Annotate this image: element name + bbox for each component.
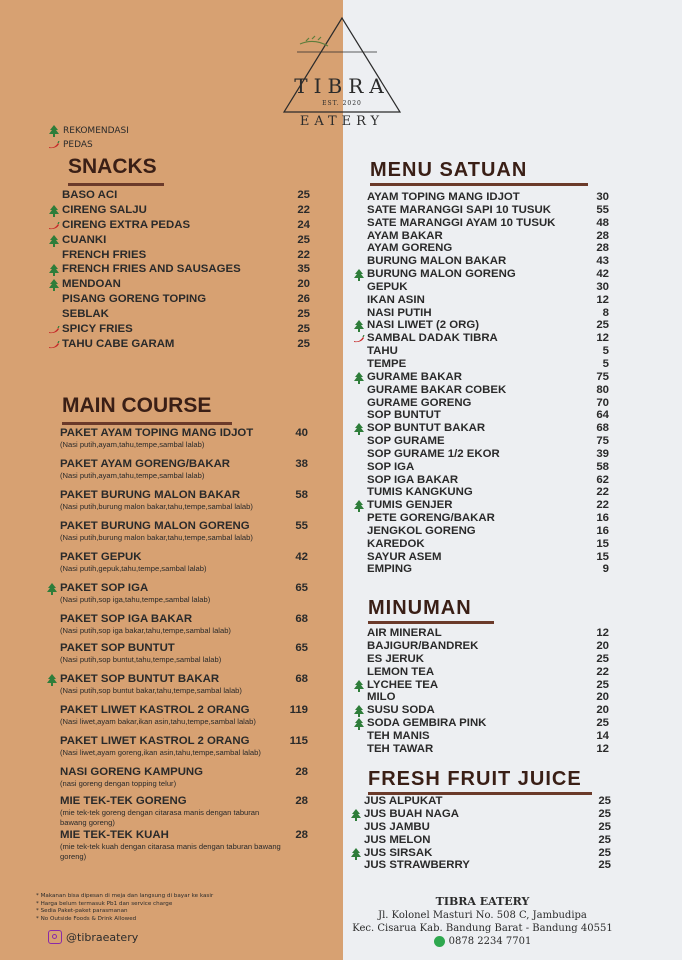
- item-price: 115: [289, 735, 308, 747]
- note-line: * Sedia Paket-paket parasmanan: [36, 908, 128, 915]
- menu-satuan-title-text: MENU SATUAN: [370, 159, 528, 181]
- item-price: 25: [596, 717, 609, 730]
- main-course-item: [60, 520, 308, 551]
- item-description: (Nasi putih,burung malon bakar,tahu,tempe,sambal lalab): [60, 502, 253, 511]
- footer-address-1: Jl. Kolonel Masturi No. 508 C, Jambudipa: [378, 910, 587, 921]
- menu-item: [367, 627, 609, 640]
- title-rule: [62, 422, 232, 425]
- item-name: NASI LIWET (2 ORG): [367, 319, 480, 332]
- menu-item: [367, 679, 609, 692]
- main-course-item: [60, 642, 308, 673]
- item-price: 68: [295, 613, 308, 625]
- item-name: TAHU CABE GARAM: [62, 337, 175, 350]
- menu-item: [367, 281, 609, 294]
- tree-icon: [350, 848, 362, 860]
- menu-item: [62, 204, 310, 219]
- menu-item: [367, 499, 609, 512]
- main-course-item: [60, 551, 308, 582]
- item-name: MIE TEK-TEK KUAH: [60, 829, 169, 841]
- item-price: 40: [295, 427, 308, 439]
- main-course-item: [60, 795, 308, 829]
- item-description: (mie tek-tek goreng dengan citarasa manis dengan taburan bawang goreng): [60, 808, 260, 827]
- instagram-text: @tibraeatery: [66, 930, 139, 944]
- item-price: 75: [596, 370, 609, 383]
- instagram-icon: [48, 930, 62, 944]
- item-price: 55: [596, 203, 609, 216]
- item-price: 25: [598, 859, 611, 872]
- item-name: PAKET LIWET KASTROL 2 ORANG: [60, 735, 250, 747]
- whatsapp-icon: [434, 936, 445, 947]
- item-price: 25: [596, 678, 609, 691]
- item-price: 55: [295, 520, 308, 532]
- tree-icon: [353, 500, 365, 512]
- footer-phone[interactable]: [345, 936, 620, 947]
- item-name: BURUNG MALON GORENG: [367, 268, 516, 281]
- menu-item: [367, 230, 609, 243]
- main-course-item: [60, 489, 308, 520]
- item-price: 16: [596, 512, 609, 525]
- item-price: 8: [602, 306, 609, 319]
- menu-item: [367, 409, 609, 422]
- notes: [36, 893, 213, 923]
- item-description: (mie tek-tek kuah dengan citarasa manis dengan taburan bawang goreng): [60, 842, 281, 861]
- legend: [48, 124, 129, 152]
- item-price: 20: [596, 639, 609, 652]
- item-price: 30: [596, 280, 609, 293]
- item-name: PAKET LIWET KASTROL 2 ORANG: [60, 704, 250, 716]
- item-price: 5: [602, 345, 609, 358]
- legend-item-pedas: [48, 138, 129, 152]
- note-line: * No Outside Foods & Drink Allowed: [36, 915, 137, 922]
- menu-item: [367, 294, 609, 307]
- item-name: MENDOAN: [62, 278, 121, 291]
- menu-item: [367, 319, 609, 332]
- legend-item-rekomendasi: [48, 124, 129, 138]
- menu-item: [62, 308, 310, 323]
- item-price: 5: [602, 357, 609, 370]
- item-name: SOP IGA BAKAR: [367, 473, 459, 486]
- item-name: TEMPE: [367, 357, 407, 370]
- item-name: CUANKI: [62, 233, 107, 246]
- item-price: 20: [596, 704, 609, 717]
- menu-item: [367, 191, 609, 204]
- item-description: (Nasi putih,sop buntut bakar,tahu,tempe,sambal lalab): [60, 686, 242, 695]
- item-price: 25: [596, 319, 609, 332]
- menu-item: [367, 640, 609, 653]
- item-name: BURUNG MALON BAKAR: [367, 255, 507, 268]
- item-description: (Nasi putih,sop iga,tahu,tempe,sambal lalab): [60, 595, 211, 604]
- item-price: 48: [596, 216, 609, 229]
- tree-icon: [48, 264, 60, 276]
- minuman-title-text: MINUMAN: [368, 597, 472, 619]
- item-name: PAKET GEPUK: [60, 551, 142, 563]
- minuman-title: [368, 597, 472, 620]
- menu-item: [367, 563, 609, 576]
- brand-name: TIBRA: [294, 74, 390, 98]
- brand-est: EST. 2020: [322, 100, 362, 107]
- menu-item: [367, 486, 609, 499]
- menu-item: [367, 384, 609, 397]
- snacks-title: [68, 155, 157, 179]
- tree-icon: [350, 809, 362, 821]
- menu-item: [367, 474, 609, 487]
- menu-item: [367, 255, 609, 268]
- juice-title: [368, 768, 582, 791]
- item-name: TEH TAWAR: [367, 743, 434, 756]
- item-price: 119: [289, 704, 308, 716]
- item-price: 70: [596, 396, 609, 409]
- item-price: 15: [596, 537, 609, 550]
- item-price: 39: [596, 447, 609, 460]
- item-name: GEPUK: [367, 280, 408, 293]
- tree-icon: [46, 583, 58, 595]
- item-price: 25: [297, 308, 310, 321]
- legend-label: PEDAS: [63, 140, 93, 150]
- item-price: 68: [596, 422, 609, 435]
- menu-item: [367, 307, 609, 320]
- item-price: 38: [295, 458, 308, 470]
- item-price: 22: [297, 248, 310, 261]
- main-course-item: [60, 673, 308, 704]
- menu-item: [367, 461, 609, 474]
- instagram-handle[interactable]: [48, 930, 138, 944]
- item-price: 20: [596, 691, 609, 704]
- item-name: ES JERUK: [367, 652, 424, 665]
- item-name: SEBLAK: [62, 308, 109, 321]
- main-course-item: [60, 613, 308, 642]
- item-price: 28: [295, 795, 308, 807]
- item-name: SOP GURAME 1/2 EKOR: [367, 447, 500, 460]
- item-name: SAMBAL DADAK TIBRA: [367, 332, 498, 345]
- item-name: PAKET AYAM TOPING MANG IDJOT: [60, 427, 254, 439]
- main-course-item: [60, 735, 308, 766]
- menu-item: [367, 371, 609, 384]
- item-name: SOP IGA: [367, 460, 415, 473]
- main-course-item: [60, 704, 308, 735]
- item-name: SOP GURAME: [367, 435, 445, 448]
- menu-item: [367, 717, 609, 730]
- item-price: 16: [596, 524, 609, 537]
- item-name: SOP BUNTUT: [367, 409, 441, 422]
- item-name: GURAME BAKAR COBEK: [367, 383, 507, 396]
- item-name: PAKET SOP IGA BAKAR: [60, 613, 193, 625]
- item-name: PETE GORENG/BAKAR: [367, 512, 495, 525]
- tree-icon: [353, 372, 365, 384]
- item-price: 12: [596, 293, 609, 306]
- menu-item: [367, 538, 609, 551]
- item-name: NASI GORENG KAMPUNG: [60, 766, 204, 778]
- item-name: TEH MANIS: [367, 730, 430, 743]
- item-description: (Nasi liwet,ayam goreng,ikan asin,tahu,tempe,sambal lalab): [60, 748, 261, 757]
- menu-item: [62, 249, 310, 264]
- item-name: JUS BUAH NAGA: [364, 807, 459, 820]
- item-price: 28: [596, 229, 609, 242]
- item-name: JUS JAMBU: [364, 820, 430, 833]
- tree-icon: [48, 125, 60, 137]
- item-name: TUMIS KANGKUNG: [367, 486, 473, 499]
- footer-address-2: Kec. Cisarua Kab. Bandung Barat - Bandung 40551: [352, 923, 613, 934]
- item-description: (Nasi putih,sop iga bakar,tahu,tempe,sambal lalab): [60, 626, 231, 635]
- item-price: 80: [596, 383, 609, 396]
- item-name: KAREDOK: [367, 537, 425, 550]
- snacks-title-text: SNACKS: [68, 155, 157, 178]
- item-price: 64: [596, 409, 609, 422]
- item-name: MIE TEK-TEK GORENG: [60, 795, 187, 807]
- item-price: 30: [596, 191, 609, 203]
- item-price: 75: [596, 435, 609, 448]
- item-price: 20: [297, 278, 310, 291]
- main-course-title-text: MAIN COURSE: [62, 394, 212, 417]
- item-price: 42: [596, 268, 609, 281]
- menu-item: [367, 435, 609, 448]
- menu-item: [367, 512, 609, 525]
- item-name: FRENCH FRIES: [62, 248, 147, 261]
- chili-icon: [48, 139, 60, 151]
- item-description: (Nasi liwet,ayam bakar,ikan asin,tahu,tempe,sambal lalab): [60, 717, 256, 726]
- item-name: LYCHEE TEA: [367, 678, 439, 691]
- menu-item: [62, 234, 310, 249]
- main-course-list: [60, 427, 308, 861]
- tree-icon: [48, 205, 60, 217]
- item-name: NASI PUTIH: [367, 306, 432, 319]
- item-name: MILO: [367, 691, 396, 704]
- chili-icon: [48, 339, 60, 351]
- item-price: 58: [596, 460, 609, 473]
- item-price: 25: [598, 820, 611, 833]
- juice-title-text: FRESH FRUIT JUICE: [368, 768, 582, 790]
- item-name: PAKET BURUNG MALON GORENG: [60, 520, 250, 532]
- item-price: 24: [297, 218, 310, 231]
- menu-item: [367, 448, 609, 461]
- item-price: 12: [596, 332, 609, 345]
- item-price: 28: [295, 829, 308, 841]
- menu-item: [367, 358, 609, 371]
- tree-icon: [48, 279, 60, 291]
- menu-item: [367, 332, 609, 345]
- item-name: TUMIS GENJER: [367, 499, 453, 512]
- item-description: (Nasi putih,ayam,tahu,tempe,sambal lalab): [60, 471, 205, 480]
- item-name: PAKET SOP IGA: [60, 582, 149, 594]
- menu-item: [364, 795, 611, 808]
- tree-icon: [353, 680, 365, 692]
- menu-item: [367, 242, 609, 255]
- item-price: 25: [297, 337, 310, 350]
- item-description: (Nasi putih,burung malon bakar,tahu,tempe,sambal lalab): [60, 533, 253, 542]
- item-price: 25: [297, 323, 310, 336]
- juice-list: [364, 795, 611, 872]
- menu-item: [364, 821, 611, 834]
- item-price: 42: [295, 551, 308, 563]
- item-name: PAKET SOP BUNTUT: [60, 642, 175, 654]
- menu-item: [62, 323, 310, 338]
- menu-item: [367, 730, 609, 743]
- item-price: 14: [596, 730, 609, 743]
- item-name: AYAM TOPING MANG IDJOT: [367, 191, 520, 203]
- tree-icon: [353, 320, 365, 332]
- item-name: SATE MARANGGI AYAM 10 TUSUK: [367, 216, 556, 229]
- item-name: JUS MELON: [364, 833, 431, 846]
- item-price: 25: [297, 189, 310, 201]
- chili-icon: [48, 220, 60, 232]
- footer-phone-text: 0878 2234 7701: [448, 936, 532, 947]
- menu-item: [367, 653, 609, 666]
- tree-icon: [353, 718, 365, 730]
- title-rule: [370, 183, 588, 186]
- menu-item: [367, 268, 609, 281]
- brand-subtitle: EATERY: [299, 114, 385, 129]
- item-name: CIRENG EXTRA PEDAS: [62, 218, 191, 231]
- item-price: 35: [297, 263, 310, 276]
- item-name: TAHU: [367, 345, 398, 358]
- item-name: LEMON TEA: [367, 665, 435, 678]
- menu-item: [364, 859, 611, 872]
- item-name: SATE MARANGGI SAPI 10 TUSUK: [367, 203, 551, 216]
- item-name: SUSU SODA: [367, 704, 435, 717]
- item-price: 43: [596, 255, 609, 268]
- item-name: SPICY FRIES: [62, 323, 133, 336]
- menu-satuan-list: [367, 191, 609, 576]
- logo: [262, 14, 422, 134]
- item-name: FRENCH FRIES AND SAUSAGES: [62, 263, 241, 276]
- menu-item: [364, 847, 611, 860]
- item-price: 25: [598, 846, 611, 859]
- chili-icon: [48, 324, 60, 336]
- footer-name: TIBRA EATERY: [435, 895, 530, 908]
- item-name: SODA GEMBIRA PINK: [367, 717, 487, 730]
- item-price: 65: [295, 642, 308, 654]
- menu-item: [367, 691, 609, 704]
- item-name: SAYUR ASEM: [367, 550, 442, 563]
- item-description: (Nasi putih,gepuk,tahu,tempe,sambal lalab): [60, 564, 207, 573]
- tree-icon: [48, 235, 60, 247]
- item-name: JUS SIRSAK: [364, 846, 433, 859]
- legend-label: REKOMENDASI: [63, 126, 129, 136]
- item-price: 15: [596, 550, 609, 563]
- item-name: PAKET SOP BUNTUT BAKAR: [60, 673, 220, 685]
- item-price: 12: [596, 743, 609, 756]
- item-price: 9: [602, 563, 609, 576]
- item-name: PAKET AYAM GORENG/BAKAR: [60, 458, 231, 470]
- item-description: (Nasi putih,ayam,tahu,tempe,sambal lalab): [60, 440, 205, 449]
- item-name: CIRENG SALJU: [62, 203, 147, 216]
- menu-item: [62, 263, 310, 278]
- item-price: 65: [295, 582, 308, 594]
- item-name: SOP BUNTUT BAKAR: [367, 422, 486, 435]
- menu-item: [367, 345, 609, 358]
- menu-item: [367, 217, 609, 230]
- note-line: * Harga belum termasuk Pb1 dan service charge: [36, 900, 173, 907]
- item-name: AYAM GORENG: [367, 242, 453, 255]
- menu-item: [62, 219, 310, 234]
- item-price: 22: [596, 499, 609, 512]
- title-rule: [68, 183, 164, 186]
- item-name: IKAN ASIN: [367, 293, 425, 306]
- item-name: BASO ACI: [62, 189, 118, 201]
- item-price: 25: [598, 833, 611, 846]
- main-course-item: [60, 582, 308, 613]
- item-price: 22: [596, 486, 609, 499]
- item-name: JUS STRAWBERRY: [364, 859, 470, 872]
- item-price: 25: [598, 795, 611, 807]
- main-course-item: [60, 829, 308, 861]
- item-name: JENGKOL GORENG: [367, 524, 476, 537]
- menu-item: [364, 834, 611, 847]
- item-name: GURAME GORENG: [367, 396, 472, 409]
- item-name: GURAME BAKAR: [367, 370, 462, 383]
- item-price: 28: [295, 766, 308, 778]
- item-name: BAJIGUR/BANDREK: [367, 639, 479, 652]
- menu-item: [62, 278, 310, 293]
- item-price: 26: [297, 293, 310, 306]
- item-price: 58: [295, 489, 308, 501]
- menu-item: [367, 525, 609, 538]
- item-price: 22: [297, 203, 310, 216]
- item-name: EMPING: [367, 563, 412, 576]
- item-price: 25: [596, 652, 609, 665]
- tree-icon: [46, 674, 58, 686]
- item-name: PAKET BURUNG MALON BAKAR: [60, 489, 241, 501]
- note-line: * Makanan bisa dipesan di meja dan langsung di bayar ke kasir: [36, 893, 214, 899]
- item-price: 62: [596, 473, 609, 486]
- item-name: JUS ALPUKAT: [364, 795, 443, 807]
- item-price: 68: [295, 673, 308, 685]
- snacks-list: [62, 189, 310, 353]
- tree-icon: [353, 269, 365, 281]
- tree-icon: [353, 423, 365, 435]
- main-course-item: [60, 766, 308, 795]
- menu-item: [367, 666, 609, 679]
- item-price: 12: [596, 627, 609, 639]
- main-course-item: [60, 458, 308, 489]
- minuman-list: [367, 627, 609, 756]
- item-price: 25: [297, 233, 310, 246]
- menu-item: [367, 397, 609, 410]
- item-price: 25: [598, 807, 611, 820]
- footer: [345, 895, 620, 947]
- menu-item: [367, 204, 609, 217]
- menu-satuan-title: [370, 159, 527, 182]
- item-name: AYAM BAKAR: [367, 229, 443, 242]
- item-description: (nasi goreng dengan topping telur): [60, 779, 177, 788]
- menu-item: [364, 808, 611, 821]
- menu-item: [367, 743, 609, 756]
- menu-item: [367, 704, 609, 717]
- main-course-title: [62, 394, 211, 418]
- tree-icon: [353, 705, 365, 717]
- item-price: 22: [596, 665, 609, 678]
- chili-icon: [353, 333, 365, 345]
- menu-item: [367, 422, 609, 435]
- menu-item: [367, 551, 609, 564]
- main-course-item: [60, 427, 308, 458]
- menu-item: [62, 189, 310, 204]
- menu-item: [62, 293, 310, 308]
- menu-item: [62, 338, 310, 353]
- item-name: PISANG GORENG TOPING: [62, 293, 207, 306]
- item-name: AIR MINERAL: [367, 627, 442, 639]
- item-description: (Nasi putih,sop buntut,tahu,tempe,sambal lalab): [60, 655, 222, 664]
- item-price: 28: [596, 242, 609, 255]
- title-rule: [368, 621, 494, 624]
